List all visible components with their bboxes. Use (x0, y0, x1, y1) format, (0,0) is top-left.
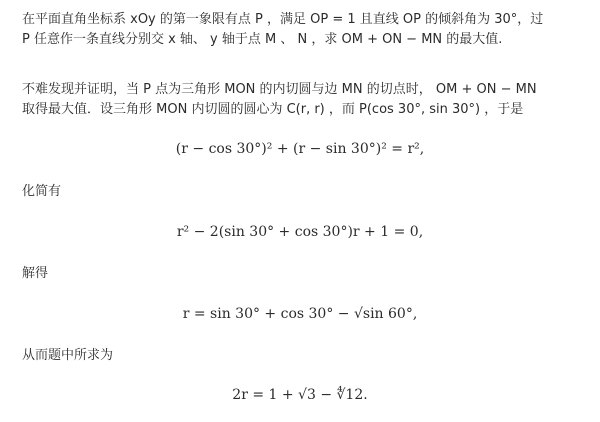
problem-line-1: 在平面直角坐标系 xOy 的第一象限有点 P ，满足 OP = 1 且直线 OP 的倾斜角为 30°，过 (22, 12, 544, 27)
equation-quadratic: r² − 2(sin 30° + cos 30°)r + 1 = 0, (176, 224, 424, 240)
label-conclusion: 从而题中所求为 (22, 348, 114, 363)
solution-line-2: 取得最大值．设三角形 MON 内切圆的圆心为 C(r, r) ，而 P(cos 30°, sin 30°) ，于是 (22, 102, 524, 117)
label-simplify: 化简有 (22, 184, 62, 199)
equation-root: r = sin 30° + cos 30° − √sin 60°, (182, 306, 418, 322)
solution-intro (22, 80, 582, 120)
label-solve: 解得 (22, 266, 49, 281)
problem-statement (22, 10, 582, 50)
equation-circle: (r − cos 30°)² + (r − sin 30°)² = r², (175, 141, 425, 157)
problem-line-2: P 任意作一条直线分别交 x 轴、 y 轴于点 M 、 N ，求 OM + ON − MN 的最大值. (22, 32, 503, 47)
equation-result: 2r = 1 + √3 − ∜12. (232, 387, 368, 403)
solution-line-1: 不难发现并证明，当 P 点为三角形 MON 的内切圆与边 MN 的切点时， OM + ON − MN (22, 82, 537, 97)
